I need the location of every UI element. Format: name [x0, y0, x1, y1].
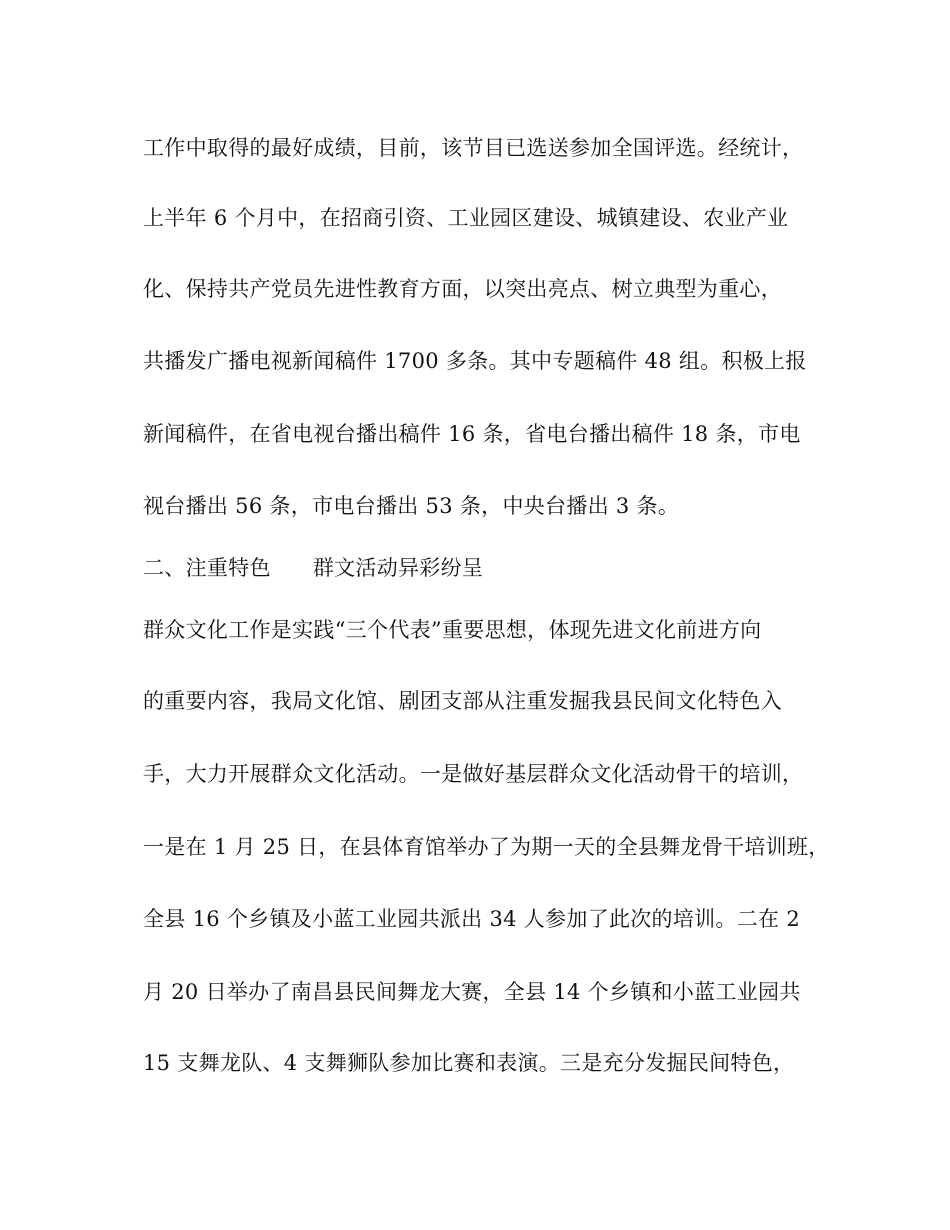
- paragraph-line: 全县 16 个乡镇及小蓝工业园共派出 34 人参加了此次的培训。二在 2: [143, 907, 800, 931]
- paragraph-line: 工作中取得的最好成绩，目前，该节目已选送参加全国评选。经统计，: [143, 136, 804, 160]
- paragraph-line: 上半年 6 个月中，在招商引资、工业园区建设、城镇建设、农业产业: [143, 206, 789, 230]
- paragraph-line: 视台播出 56 条，市电台播出 53 条，中央台播出 3 条。: [143, 494, 680, 518]
- paragraph-line: 一是在 1 月 25 日，在县体育馆举办了为期一天的全县舞龙骨干培训班，: [143, 835, 830, 859]
- section-heading: [143, 555, 483, 581]
- paragraph-line: 月 20 日举办了南昌县民间舞龙大赛，全县 14 个乡镇和小蓝工业园共: [143, 980, 801, 1004]
- paragraph-line: 新闻稿件，在省电视台播出稿件 16 条，省电台播出稿件 18 条，市电: [143, 422, 801, 446]
- paragraph-line: 群众文化工作是实践“三个代表”重要思想，体现先进文化前进方向: [143, 618, 762, 642]
- paragraph-line: 共播发广播电视新闻稿件 1700 多条。其中专题稿件 48 组。积极上报: [143, 349, 807, 373]
- section-heading-title: 二、注重特色: [143, 556, 271, 580]
- paragraph-line: 手，大力开展群众文化活动。一是做好基层群众文化活动骨干的培训，: [143, 762, 804, 786]
- section-heading-subtitle: 群文活动异彩纷呈: [312, 556, 484, 580]
- paragraph-line: 的重要内容，我局文化馆、剧团支部从注重发掘我县民间文化特色入: [143, 689, 782, 713]
- paragraph-line: 化、保持共产党员先进性教育方面，以突出亮点、树立典型为重心，: [143, 277, 782, 301]
- paragraph-line: 15 支舞龙队、4 支舞狮队参加比赛和表演。三是充分发掘民间特色，: [143, 1051, 795, 1075]
